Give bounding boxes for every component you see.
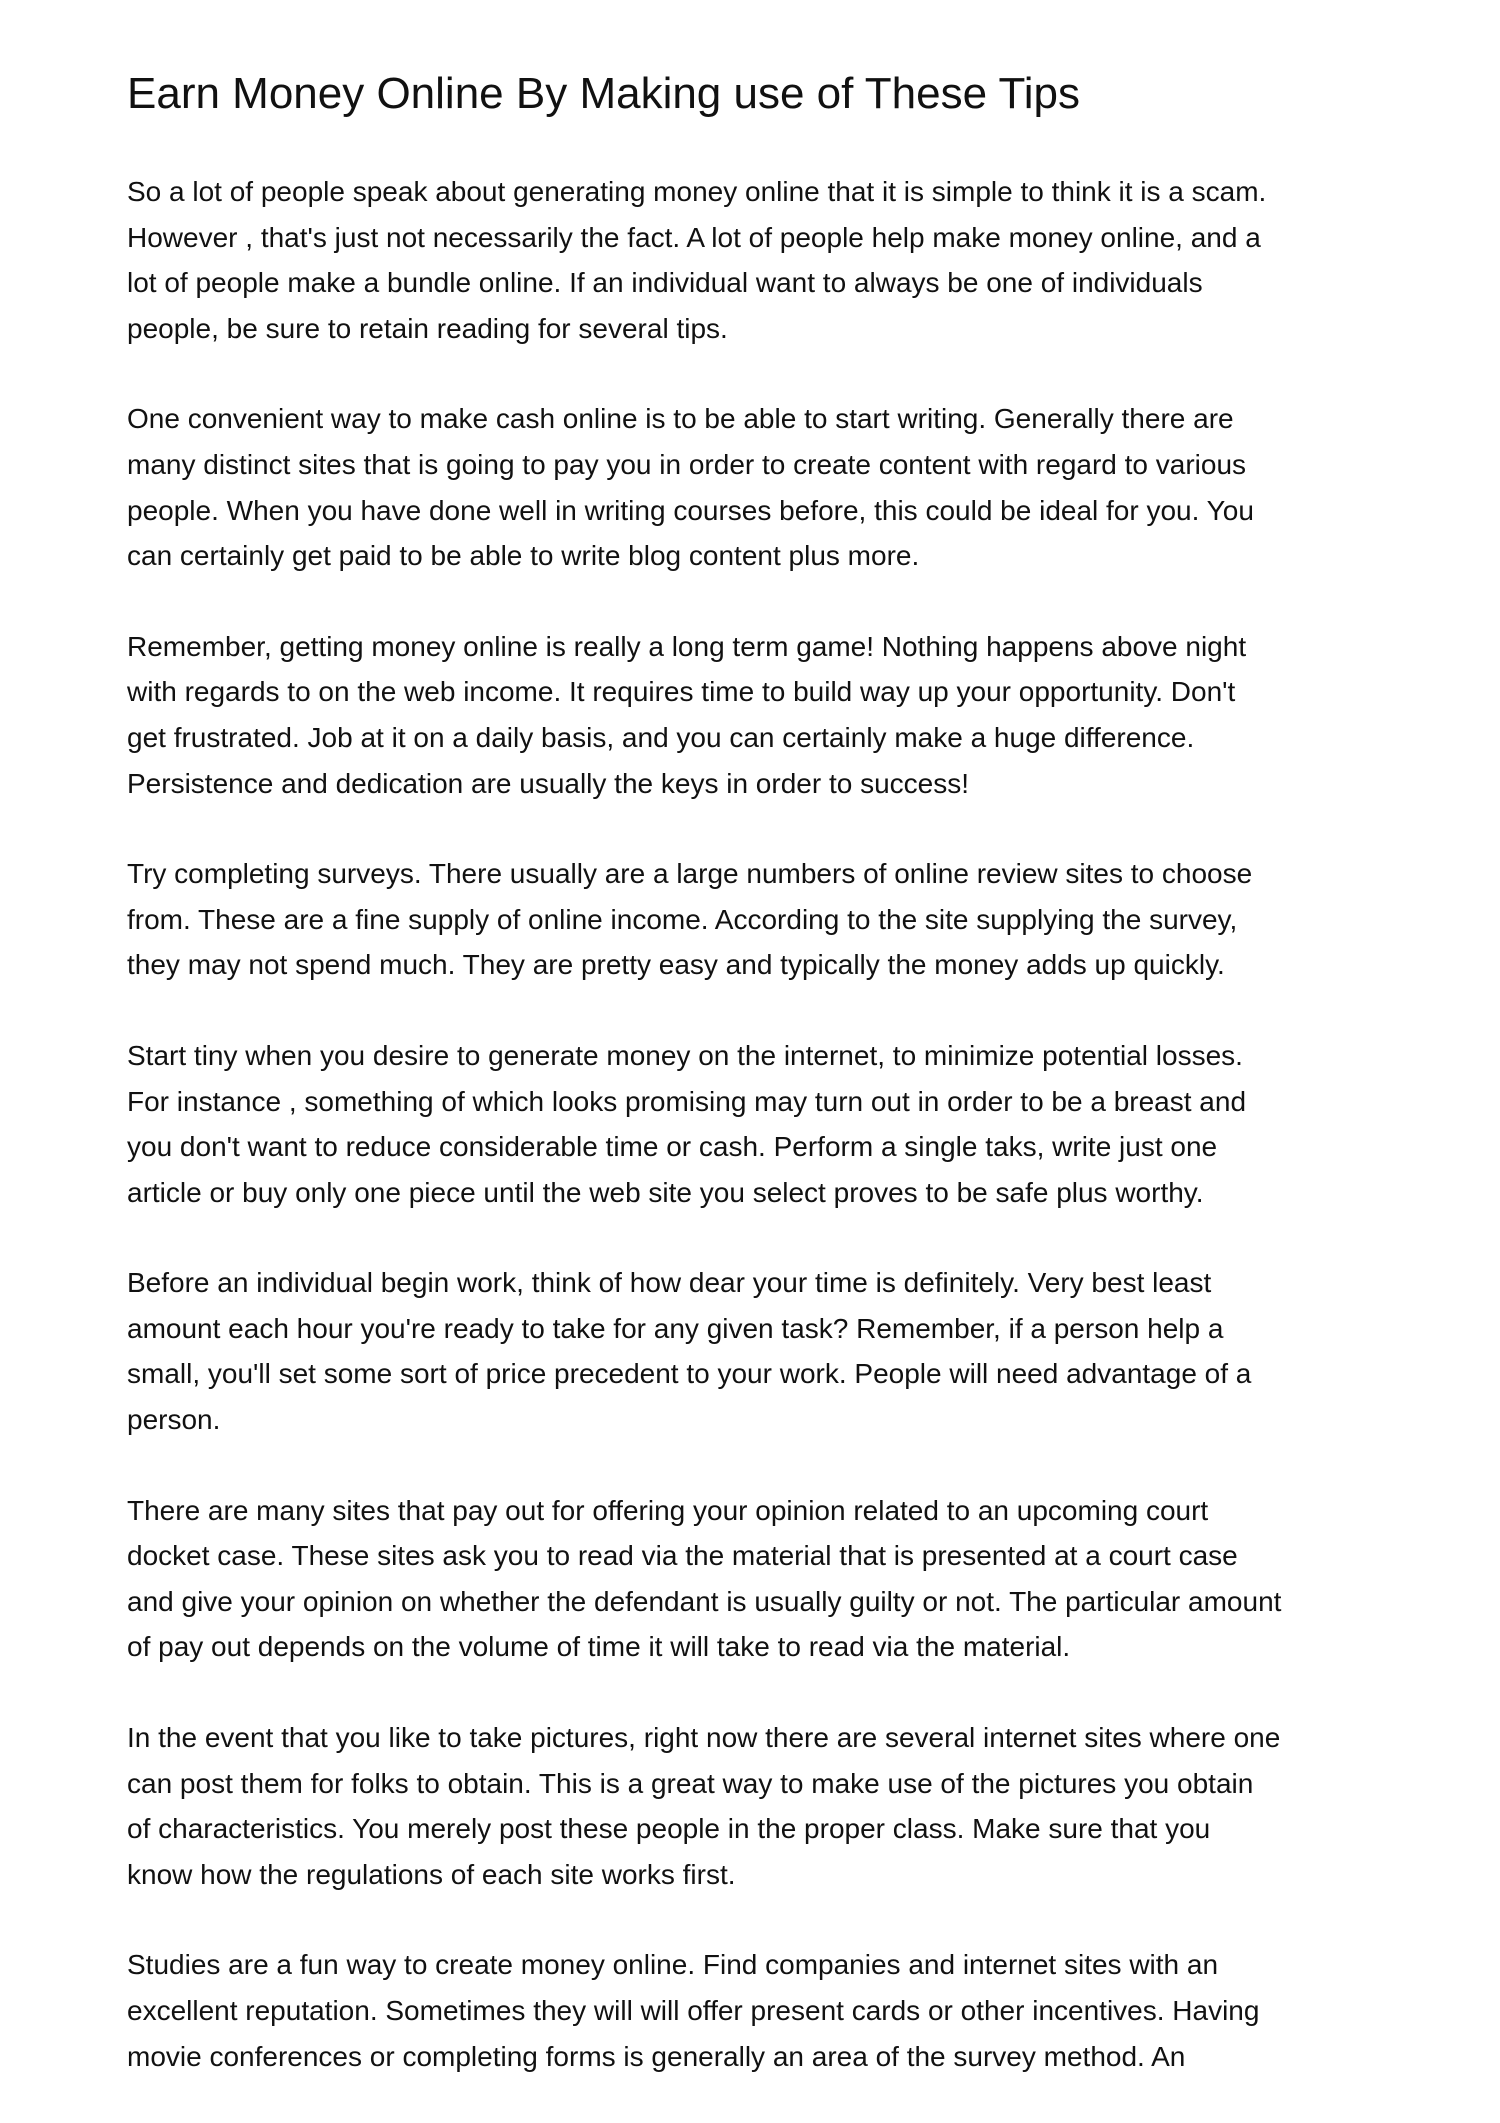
text-line: can certainly get paid to be able to write blog content plus more. <box>127 540 920 572</box>
text-line: amount each hour you're ready to take for any given task? Remember, if a person help a <box>127 1312 1224 1344</box>
document-body <box>127 169 1417 2123</box>
text-line: movie conferences or completing forms is generally an area of the survey method. An <box>127 2040 1186 2072</box>
paragraph <box>127 1033 1417 1215</box>
text-line: In the event that you like to take pictures, right now there are several internet sites where one <box>127 1722 1281 1754</box>
text-line: Try completing surveys. There usually are a large numbers of online review sites to choose <box>127 858 1253 890</box>
paragraph <box>127 1715 1417 1897</box>
text-line: Persistence and dedication are usually the keys in order to success! <box>127 767 970 799</box>
text-line: However , that's just not necessarily the fact. A lot of people help make money online, and a <box>127 221 1261 253</box>
text-line: One convenient way to make cash online is to be able to start writing. Generally there are <box>127 403 1234 435</box>
text-line: There are many sites that pay out for offering your opinion related to an upcoming court <box>127 1494 1209 1526</box>
text-line: people. When you have done well in writing courses before, this could be ideal for you. You <box>127 494 1254 526</box>
text-line: of pay out depends on the volume of time it will take to read via the material. <box>127 1631 1071 1663</box>
text-line: Studies are a fun way to create money online. Find companies and internet sites with an <box>127 1949 1219 1981</box>
paragraph <box>127 1942 1417 2079</box>
text-line: people, be sure to retain reading for several tips. <box>127 312 728 344</box>
text-line: with regards to on the web income. It requires time to build way up your opportunity. Don't <box>127 676 1236 708</box>
text-line: person. <box>127 1404 221 1436</box>
text-line: small, you'll set some sort of price precedent to your work. People will need advantage of a <box>127 1358 1252 1390</box>
paragraph <box>127 169 1417 351</box>
text-line: Before an individual begin work, think of how dear your time is definitely. Very best least <box>127 1267 1212 1299</box>
text-line: So a lot of people speak about generating money online that it is simple to think it is a scam. <box>127 176 1267 207</box>
text-line: you don't want to reduce considerable time or cash. Perform a single taks, write just one <box>127 1131 1218 1163</box>
paragraph <box>127 396 1417 578</box>
text-line: Start tiny when you desire to generate money on the internet, to minimize potential losses. <box>127 1039 1243 1071</box>
text-line: For instance , something of which looks promising may turn out in order to be a breast and <box>127 1085 1247 1117</box>
paragraph <box>127 851 1417 988</box>
text-line: they may not spend much. They are pretty easy and typically the money adds up quickly. <box>127 949 1225 981</box>
text-line: Remember, getting money online is really a long term game! Nothing happens above night <box>127 630 1247 662</box>
text-line: and give your opinion on whether the defendant is usually guilty or not. The particular amount <box>127 1585 1282 1617</box>
text-line: know how the regulations of each site works first. <box>127 1858 736 1890</box>
document-title: Earn Money Online By Making use of These Tips <box>127 69 1081 118</box>
text-line: docket case. These sites ask you to read via the material that is presented at a court case <box>127 1540 1238 1572</box>
text-line: excellent reputation. Sometimes they will will offer present cards or other incentives. Having <box>127 1995 1260 2026</box>
text-line: lot of people make a bundle online. If an individual want to always be one of individuals <box>127 267 1203 299</box>
text-line: get frustrated. Job at it on a daily basis, and you can certainly make a huge difference. <box>127 721 1195 753</box>
paragraph <box>127 624 1417 806</box>
paragraph <box>127 1260 1417 1442</box>
text-line: many distinct sites that is going to pay you in order to create content with regard to various <box>127 448 1247 480</box>
paragraph <box>127 1488 1417 1670</box>
text-line: of characteristics. You merely post these people in the proper class. Make sure that you <box>127 1813 1211 1845</box>
text-line: from. These are a fine supply of online income. According to the site supplying the survey, <box>127 903 1238 935</box>
text-line: can post them for folks to obtain. This is a great way to make use of the pictures you obtain <box>127 1767 1254 1799</box>
text-line: article or buy only one piece until the web site you select proves to be safe plus worthy. <box>127 1176 1204 1208</box>
